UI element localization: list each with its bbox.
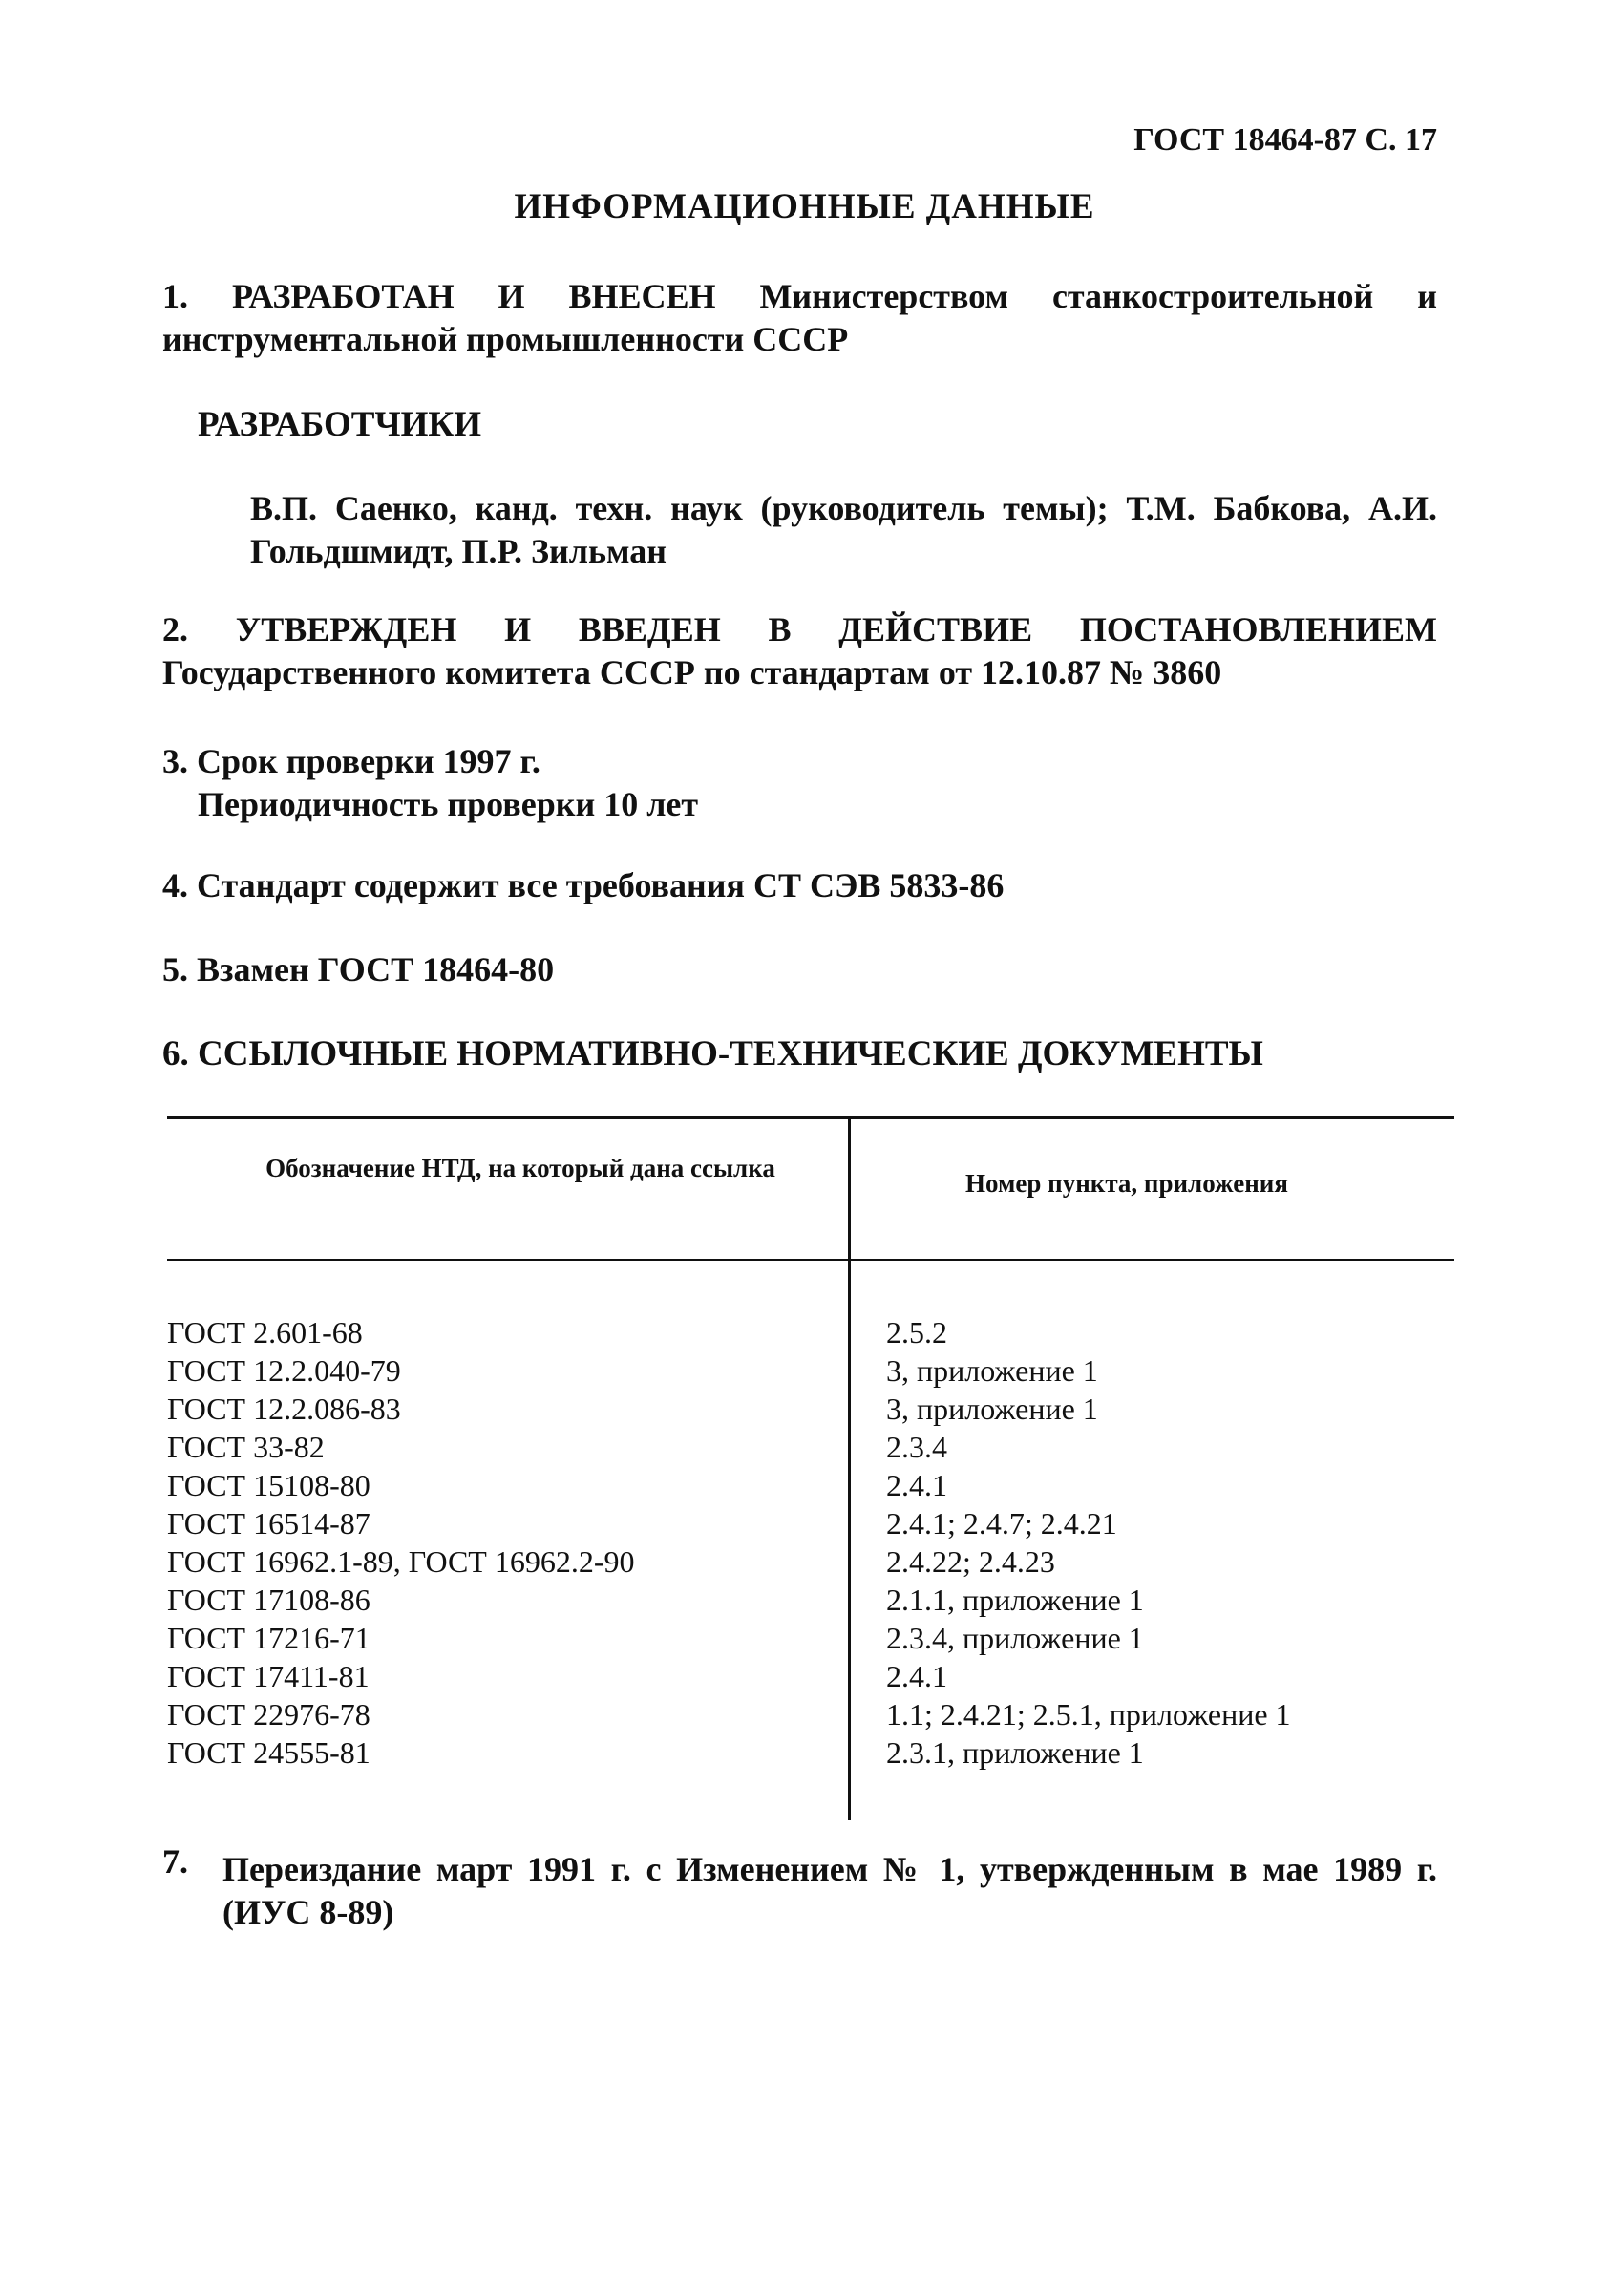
table-header-clause: Номер пункта, приложения bbox=[965, 1169, 1288, 1198]
section-2-approved: 2. УТВЕРЖДЕН И ВВЕДЕН В ДЕЙСТВИЕ ПОСТАНОВЛЕНИЕМ Государственного комитета СССР по стандартам от 12.10.87 № 3860 bbox=[162, 610, 1437, 691]
table-row bbox=[0, 1313, 1609, 1351]
section-6-heading: 6. ССЫЛОЧНЫЕ НОРМАТИВНО-ТЕХНИЧЕСКИЕ ДОКУМЕНТЫ bbox=[162, 1034, 1263, 1074]
section-4-requirements: 4. Стандарт содержит все требования СТ СЭВ 5833-86 bbox=[162, 866, 1005, 904]
table-cell-clause: 2.3.1, приложение 1 bbox=[886, 1735, 1144, 1770]
table-cell-document: ГОСТ 12.2.086-83 bbox=[167, 1392, 401, 1426]
table-row bbox=[0, 1428, 1609, 1466]
table-cell-clause: 2.3.4 bbox=[886, 1430, 947, 1464]
developers-names: В.П. Саенко, канд. техн. наук (руководитель темы); Т.М. Бабкова, А.И. Гольдшмидт, П.Р. Зильман bbox=[250, 489, 1437, 570]
table-header-rule bbox=[167, 1259, 1454, 1261]
table-cell-clause: 3, приложение 1 bbox=[886, 1392, 1098, 1426]
table-row bbox=[0, 1619, 1609, 1657]
table-cell-clause: 2.4.22; 2.4.23 bbox=[886, 1544, 1055, 1579]
table-row bbox=[0, 1504, 1609, 1542]
section-3-review-date: 3. Срок проверки 1997 г. bbox=[162, 742, 540, 780]
table-cell-document: ГОСТ 2.601-68 bbox=[167, 1315, 363, 1350]
table-row bbox=[0, 1466, 1609, 1504]
table-cell-document: ГОСТ 16514-87 bbox=[167, 1506, 370, 1541]
table-cell-document: ГОСТ 16962.1-89, ГОСТ 16962.2-90 bbox=[167, 1544, 635, 1579]
section-5-replaces: 5. Взамен ГОСТ 18464-80 bbox=[162, 950, 555, 989]
section-7-reissue: Переиздание март 1991 г. с Изменением № 1, утвержденным в мае 1989 г. (ИУС 8-89) bbox=[222, 1850, 1437, 1931]
table-cell-clause: 2.5.2 bbox=[886, 1315, 947, 1350]
table-top-rule bbox=[167, 1116, 1454, 1119]
table-row bbox=[0, 1733, 1609, 1772]
table-row bbox=[0, 1390, 1609, 1428]
table-cell-document: ГОСТ 15108-80 bbox=[167, 1468, 370, 1502]
section-7-number: 7. bbox=[162, 1842, 188, 1881]
section-3-review-period: Периодичность проверки 10 лет bbox=[198, 785, 699, 823]
table-cell-clause: 2.4.1 bbox=[886, 1659, 947, 1693]
table-row bbox=[0, 1351, 1609, 1390]
table-header-document: Обозначение НТД, на который дана ссылка bbox=[265, 1154, 775, 1182]
table-cell-clause: 2.4.1 bbox=[886, 1468, 947, 1502]
section-1-developed-by: 1. РАЗРАБОТАН И ВНЕСЕН Министерством станкостроительной и инструментальной промышленности СССР bbox=[162, 277, 1437, 358]
table-cell-document: ГОСТ 12.2.040-79 bbox=[167, 1353, 401, 1388]
table-row bbox=[0, 1581, 1609, 1619]
table-row bbox=[0, 1542, 1609, 1581]
table-cell-document: ГОСТ 33-82 bbox=[167, 1430, 325, 1464]
table-cell-document: ГОСТ 17411-81 bbox=[167, 1659, 370, 1693]
table-row bbox=[0, 1695, 1609, 1733]
table-row bbox=[0, 1657, 1609, 1695]
table-cell-document: ГОСТ 17216-71 bbox=[167, 1621, 370, 1655]
document-title: ИНФОРМАЦИОННЫЕ ДАННЫЕ bbox=[514, 187, 1095, 226]
table-cell-clause: 3, приложение 1 bbox=[886, 1353, 1098, 1388]
table-cell-clause: 1.1; 2.4.21; 2.5.1, приложение 1 bbox=[886, 1697, 1291, 1732]
table-cell-clause: 2.4.1; 2.4.7; 2.4.21 bbox=[886, 1506, 1117, 1541]
table-cell-clause: 2.3.4, приложение 1 bbox=[886, 1621, 1144, 1655]
table-cell-document: ГОСТ 24555-81 bbox=[167, 1735, 370, 1770]
table-cell-clause: 2.1.1, приложение 1 bbox=[886, 1583, 1144, 1617]
table-cell-document: ГОСТ 22976-78 bbox=[167, 1697, 370, 1732]
page-reference: ГОСТ 18464-87 С. 17 bbox=[1133, 122, 1437, 158]
table-cell-document: ГОСТ 17108-86 bbox=[167, 1583, 370, 1617]
developers-heading: РАЗРАБОТЧИКИ bbox=[198, 405, 481, 444]
